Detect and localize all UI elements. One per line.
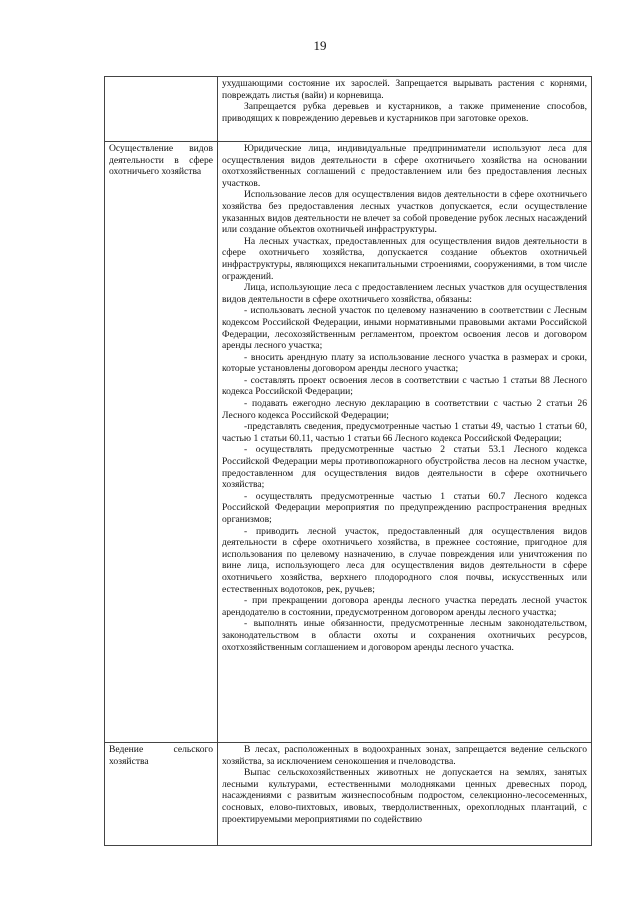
requirements-cell [218, 77, 592, 142]
requirements-cell [218, 142, 592, 743]
paragraph: Выпас сельскохозяйственных животных не допускается на землях, занятых лесными культурами, естественными молодняками ценных древесных пород, насаждениями с развитым жизнеспособным подростом, селекционно-лесосеменных, сосновых, елово-пихтовых, ивовых, твердолиственных, орехоплодных плантаций, с проектируемыми мероприятиями по содействию [222, 767, 587, 825]
list-item: - осуществлять предусмотренные частью 1 статьи 60.7 Лесного кодекса Российской Федерации мероприятия по предупреждению распространения вредных организмов; [222, 490, 587, 525]
table-row [105, 743, 592, 846]
activity-type-cell: Осуществление видов деятельности в сфере охотничьего хозяйства [105, 142, 218, 743]
table-row [105, 77, 592, 142]
list-item: - осуществлять предусмотренные частью 2 статьи 53.1 Лесного кодекса Российской Федерации меры противопожарного обустройства лесов на лесном участке, предоставленном для осуществления видов деятельности в сфере охотничьего хозяйства; [222, 444, 587, 491]
list-item: - приводить лесной участок, предоставленный для осуществления видов деятельности в сфере охотничьего хозяйства, в прежнее состояние, пригодное для использования по целевому назначению, в случае повреждения или уничтожения по вине лица, использующего леса для осуществления видов деятельности в сфере охотничьего хозяйства, верхнего плодородного слоя почвы, искусственных или естественных водотоков, рек, ручьев; [222, 525, 587, 595]
activity-type-cell: Ведение сельского хозяйства [105, 743, 218, 846]
paragraph: Юридические лица, индивидуальные предприниматели используют леса для осуществления видов деятельности в сфере охотничьего хозяйства на основании охотхозяйственных соглашений с предоставлением или без предоставления лесных участков. [222, 143, 587, 189]
paragraph: Использование лесов для осуществления видов деятельности в сфере охотничьего хозяйства без предоставления лесных участков допускается, если осуществление указанных видов деятельности не влечет за собой проведение рубок лесных насаждений или создание объектов охотничьей инфраструктуры. [222, 189, 587, 236]
list-item: - составлять проект освоения лесов в соответствии с частью 1 статьи 88 Лесного кодекса Российской Федерации; [222, 374, 587, 398]
paragraph: Лица, использующие леса с предоставлением лесных участков для осуществления видов деятельности в сфере охотничьего хозяйства, обязаны: [222, 282, 587, 305]
list-item: - использовать лесной участок по целевому назначению в соответствии с Лесным кодексом Российской Федерации, иными нормативными правовыми актами Российской Федерации, лесохозяйственным регламентом, проектом освоения лесов и договором аренды лесного участка; [222, 305, 587, 352]
activity-type-cell [105, 77, 218, 142]
page-number: 19 [313, 38, 327, 53]
paragraph: ухудшающими состояние их зарослей. Запрещается вырывать растения с корнями, повреждать листья (вайи) и корневища. [222, 78, 587, 101]
regulation-table [104, 76, 592, 846]
list-item: - подавать ежегодно лесную декларацию в соответствии с частью 2 статьи 26 Лесного кодекса Российской Федерации; [222, 398, 587, 421]
list-item: - при прекращении договора аренды лесного участка передать лесной участок арендодателю в состоянии, предусмотренном договором аренды лесного участка; [222, 595, 587, 618]
requirements-cell [218, 743, 592, 846]
table-row [105, 142, 592, 743]
list-item: - выполнять иные обязанности, предусмотренные лесным законодательством, законодательством в области охоты и сохранения охотничьих ресурсов, охотхозяйственным соглашением и договором аренды лесного участка. [222, 618, 587, 653]
list-item: - вносить арендную плату за использование лесного участка в размерах и сроки, которые установлены договором аренды лесного участка; [222, 351, 587, 375]
paragraph: Запрещается рубка деревьев и кустарников, а также применение способов, приводящих к повреждению деревьев и кустарников при заготовке орехов. [222, 101, 587, 124]
list-item: -представлять сведения, предусмотренные частью 1 статьи 49, частью 1 статьи 60, частью 1 статьи 60.11, частью 1 статьи 66 Лесного кодекса Российской Федерации; [222, 421, 587, 444]
paragraph: На лесных участках, предоставленных для осуществления видов деятельности в сфере охотничьего хозяйства, допускается создание объектов охотничьей инфраструктуры, являющихся некапитальными строениями, сооружениями, в том числе ограждений. [222, 235, 587, 282]
paragraph: В лесах, расположенных в водоохранных зонах, запрещается ведение сельского хозяйства, за исключением сенокошения и пчеловодства. [222, 744, 587, 767]
